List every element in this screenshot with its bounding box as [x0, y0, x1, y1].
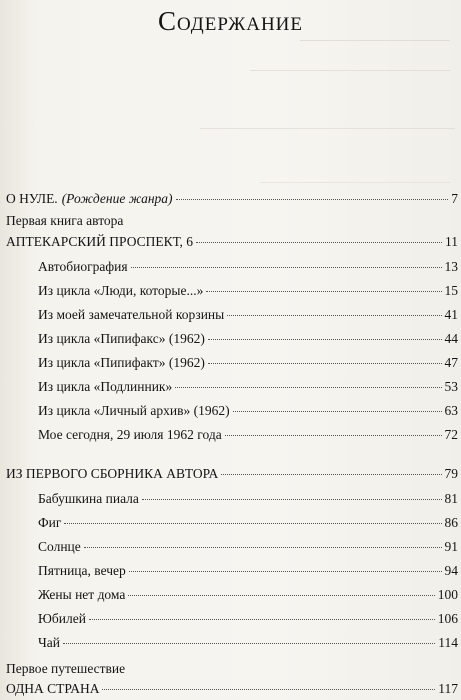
- toc-leader-dots: [206, 291, 441, 292]
- toc-page-number: 117: [438, 681, 458, 696]
- toc-leader-dots: [142, 499, 442, 500]
- toc-entry-label: АПТЕКАРСКИЙ ПРОСПЕКТ, 6: [6, 234, 194, 249]
- toc-entry[interactable]: [38, 355, 458, 371]
- toc-entry[interactable]: [6, 234, 458, 250]
- toc-entry-label: Из цикла «Люди, которые...»: [38, 283, 204, 298]
- toc-page-number: 79: [444, 466, 458, 481]
- toc-leader-dots: [176, 199, 449, 200]
- toc-entry[interactable]: [38, 515, 458, 531]
- toc-entry-label: ОДНА СТРАНА: [6, 681, 100, 696]
- toc-page-number: 11: [445, 234, 458, 249]
- toc-page-number: 47: [444, 355, 458, 370]
- toc-page-number: 100: [437, 587, 458, 602]
- toc-entry-label: Мое сегодня, 29 июля 1962 года: [38, 427, 222, 442]
- toc-entry-label: Из цикла «Пипифакт» (1962): [38, 355, 205, 370]
- toc-page-number: 86: [444, 515, 458, 530]
- toc-entry-label: О НУЛЕ.: [6, 191, 58, 206]
- toc-entry[interactable]: [38, 283, 458, 299]
- toc-page-number: 72: [444, 427, 458, 442]
- toc-entry[interactable]: [38, 259, 458, 275]
- toc-entry[interactable]: [38, 539, 458, 555]
- toc-entry-label: ИЗ ПЕРВОГО СБОРНИКА АВТОРА: [6, 466, 219, 481]
- toc-entry-label: Из цикла «Подлинник»: [38, 379, 173, 394]
- toc-page-number: 63: [444, 403, 458, 418]
- toc-entry-label: Из цикла «Личный архив» (1962): [38, 403, 230, 418]
- toc-entry-label: Чай: [38, 635, 60, 650]
- toc-leader-dots: [84, 547, 442, 548]
- toc-entry[interactable]: [6, 466, 458, 482]
- toc-page-number: 91: [444, 539, 458, 554]
- toc-entry[interactable]: [6, 681, 458, 697]
- toc-leader-dots: [64, 523, 441, 524]
- toc-entry[interactable]: [38, 379, 458, 395]
- toc-entry[interactable]: [38, 635, 458, 651]
- toc-entry[interactable]: [38, 331, 458, 347]
- toc-page-number: 106: [437, 611, 458, 626]
- toc-entry-label: Солнце: [38, 539, 81, 554]
- toc-leader-dots: [221, 474, 441, 475]
- section-heading: Первая книга автора: [6, 213, 124, 228]
- toc-entry[interactable]: [6, 191, 458, 207]
- toc-entry-label-italic: (Рождение жанра): [61, 191, 173, 206]
- toc-entry-label: Автобиография: [38, 259, 128, 274]
- toc-leader-dots: [129, 571, 442, 572]
- section-heading: Первое путешествие: [6, 661, 126, 676]
- toc-page-number: 94: [444, 563, 458, 578]
- toc-leader-dots: [131, 267, 442, 268]
- toc-leader-dots: [208, 339, 442, 340]
- toc-leader-dots: [128, 595, 434, 596]
- toc-leader-dots: [89, 619, 435, 620]
- toc-leader-dots: [175, 387, 441, 388]
- toc-page-number: 13: [444, 259, 458, 274]
- toc-page-number: 15: [444, 283, 458, 298]
- toc-leader-dots: [227, 315, 441, 316]
- toc-entry-label: Из моей замечательной корзины: [38, 307, 225, 322]
- toc-entry-label: Фиг: [38, 515, 62, 530]
- toc-page-number: 53: [444, 379, 458, 394]
- toc-entry[interactable]: [38, 307, 458, 323]
- toc-entry-label: Юбилей: [38, 611, 86, 626]
- toc-entry[interactable]: [38, 491, 458, 507]
- toc-leader-dots: [208, 363, 442, 364]
- toc-entry[interactable]: [38, 587, 458, 603]
- toc-page-number: 114: [438, 635, 458, 650]
- toc-entry[interactable]: [38, 427, 458, 443]
- toc-entry-label: Из цикла «Пипифакс» (1962): [38, 331, 205, 346]
- toc-leader-dots: [196, 242, 442, 243]
- toc-leader-dots: [63, 643, 435, 644]
- page-title: Содержание: [157, 6, 304, 36]
- toc-entry[interactable]: [38, 403, 458, 419]
- toc-page-number: 7: [451, 191, 458, 206]
- toc-page-number: 81: [444, 491, 458, 506]
- toc-page-number: 44: [444, 331, 458, 346]
- toc-leader-dots: [225, 435, 442, 436]
- toc-page-number: 41: [444, 307, 458, 322]
- toc-entry[interactable]: [38, 563, 458, 579]
- toc-entry[interactable]: [38, 611, 458, 627]
- toc-leader-dots: [233, 411, 442, 412]
- toc-entry-label: Бабушкина пиала: [38, 491, 139, 506]
- toc-entry-label: Пятница, вечер: [38, 563, 126, 578]
- toc-entry-label: Жены нет дома: [38, 587, 126, 602]
- toc-leader-dots: [102, 689, 435, 690]
